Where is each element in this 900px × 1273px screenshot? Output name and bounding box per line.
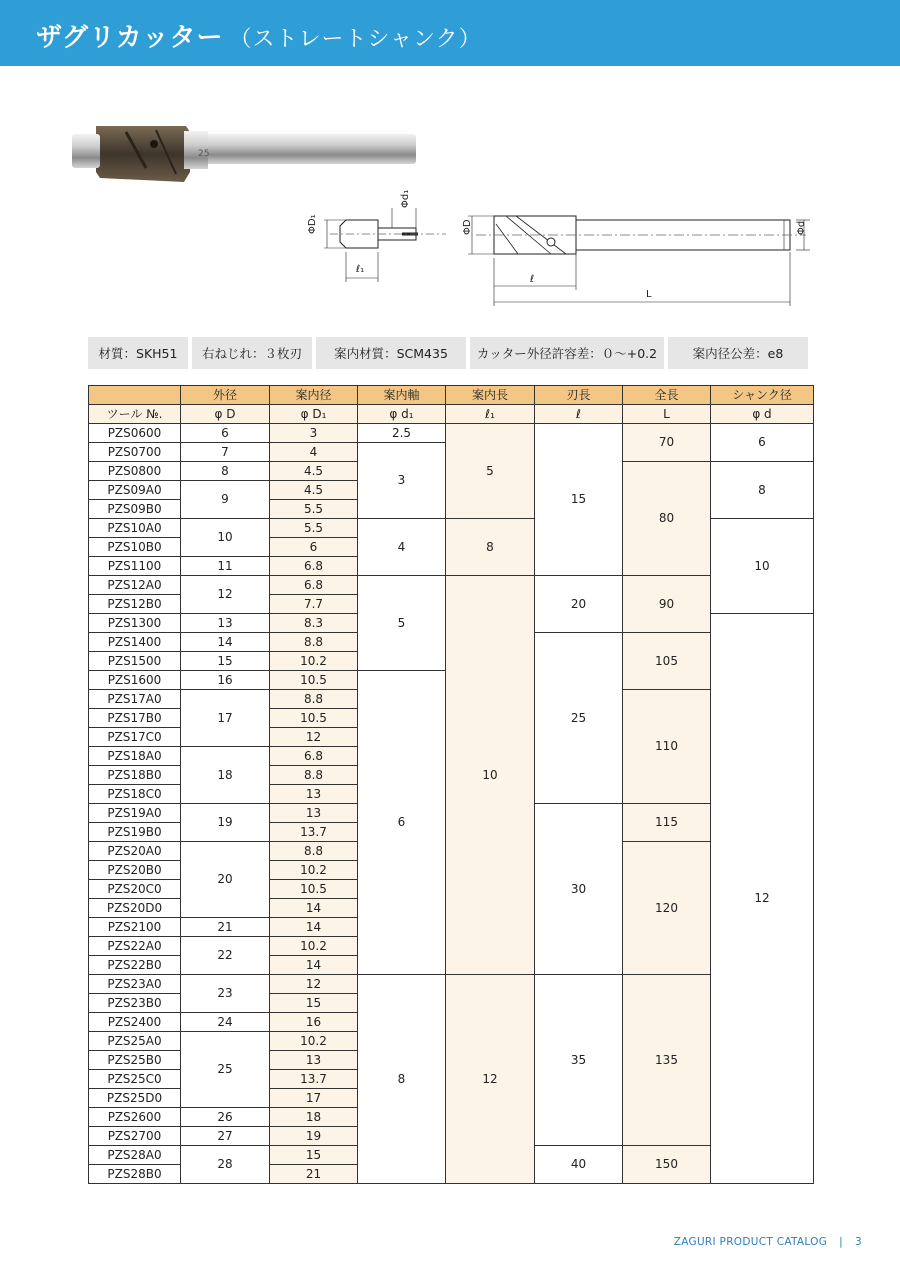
cell-pilot-length: 8	[446, 519, 535, 576]
cell-pilot-diameter: 10.5	[270, 709, 358, 728]
cell-outer-diameter: 27	[181, 1127, 270, 1146]
cell-outer-diameter: 18	[181, 747, 270, 804]
cell-outer-diameter: 12	[181, 576, 270, 614]
cell-pilot-diameter: 13.7	[270, 823, 358, 842]
cell-tool-number: PZS19A0	[89, 804, 181, 823]
cell-tool-number: PZS17B0	[89, 709, 181, 728]
spec-twist: 右ねじれ：３枚刃	[192, 337, 312, 369]
col-subheader: φ d₁	[358, 405, 446, 424]
spec-table	[88, 385, 814, 1184]
col-subheader: φ d	[711, 405, 814, 424]
cell-pilot-diameter: 18	[270, 1108, 358, 1127]
table-row	[89, 576, 814, 595]
cell-total-length: 70	[623, 424, 711, 462]
col-header: 刃長	[535, 386, 623, 405]
cell-pilot-diameter: 13	[270, 1051, 358, 1070]
cell-pilot-shaft: 8	[358, 975, 446, 1184]
cell-tool-number: PZS0600	[89, 424, 181, 443]
col-header: 外径	[181, 386, 270, 405]
cell-tool-number: PZS1400	[89, 633, 181, 652]
cell-pilot-diameter: 4	[270, 443, 358, 462]
cell-outer-diameter: 7	[181, 443, 270, 462]
label-pilot-shank-diameter: Φd₁	[400, 190, 411, 208]
spec-pilot-material: 案内材質：SCM435	[316, 337, 466, 369]
cell-total-length: 135	[623, 975, 711, 1146]
table-row	[89, 975, 814, 994]
technical-drawing	[296, 190, 822, 308]
cell-tool-number: PZS1300	[89, 614, 181, 633]
cell-pilot-length: 10	[446, 576, 535, 975]
label-shank-diameter: Φd	[796, 220, 807, 235]
cell-tool-number: PZS25B0	[89, 1051, 181, 1070]
cell-tool-number: PZS28A0	[89, 1146, 181, 1165]
cell-pilot-diameter: 5.5	[270, 500, 358, 519]
cell-outer-diameter: 6	[181, 424, 270, 443]
cell-pilot-diameter: 4.5	[270, 462, 358, 481]
cell-pilot-shaft: 5	[358, 576, 446, 671]
cell-pilot-diameter: 5.5	[270, 519, 358, 538]
cell-pilot-diameter: 7.7	[270, 595, 358, 614]
cell-pilot-shaft: 6	[358, 671, 446, 975]
cell-outer-diameter: 15	[181, 652, 270, 671]
cell-tool-number: PZS23A0	[89, 975, 181, 994]
cell-outer-diameter: 26	[181, 1108, 270, 1127]
table-row	[89, 424, 814, 443]
cell-tool-number: PZS0700	[89, 443, 181, 462]
cell-outer-diameter: 11	[181, 557, 270, 576]
cell-outer-diameter: 10	[181, 519, 270, 557]
label-pilot-length: ℓ₁	[356, 264, 365, 275]
cell-pilot-diameter: 10.2	[270, 1032, 358, 1051]
cell-pilot-diameter: 16	[270, 1013, 358, 1032]
footer-catalog: ZAGURI PRODUCT CATALOG	[673, 1236, 828, 1248]
cell-tool-number: PZS25D0	[89, 1089, 181, 1108]
cell-outer-diameter: 20	[181, 842, 270, 918]
cell-tool-number: PZS18C0	[89, 785, 181, 804]
footer-separator: |	[839, 1236, 844, 1248]
cell-outer-diameter: 23	[181, 975, 270, 1013]
cell-outer-diameter: 16	[181, 671, 270, 690]
cell-tool-number: PZS1600	[89, 671, 181, 690]
col-header: 全長	[623, 386, 711, 405]
col-header	[89, 386, 181, 405]
cell-tool-number: PZS25C0	[89, 1070, 181, 1089]
cell-tool-number: PZS20C0	[89, 880, 181, 899]
cell-tool-number: PZS20D0	[89, 899, 181, 918]
cell-pilot-diameter: 6.8	[270, 576, 358, 595]
cell-tool-number: PZS18B0	[89, 766, 181, 785]
col-header: 案内長	[446, 386, 535, 405]
cell-total-length: 150	[623, 1146, 711, 1184]
cell-pilot-diameter: 19	[270, 1127, 358, 1146]
cell-pilot-shaft: 3	[358, 443, 446, 519]
cell-tool-number: PZS0800	[89, 462, 181, 481]
col-header: シャンク径	[711, 386, 814, 405]
col-subheader: φ D	[181, 405, 270, 424]
cell-total-length: 120	[623, 842, 711, 975]
cell-outer-diameter: 21	[181, 918, 270, 937]
title-subtitle: （ストレートシャンク）	[229, 27, 482, 52]
cell-pilot-diameter: 14	[270, 956, 358, 975]
cell-tool-number: PZS10B0	[89, 538, 181, 557]
cell-pilot-diameter: 13	[270, 785, 358, 804]
cell-total-length: 110	[623, 690, 711, 804]
cell-tool-number: PZS2100	[89, 918, 181, 937]
cell-pilot-diameter: 3	[270, 424, 358, 443]
cell-pilot-shaft: 4	[358, 519, 446, 576]
cell-shank-diameter: 6	[711, 424, 814, 462]
cell-blade-length: 40	[535, 1146, 623, 1184]
page-header	[0, 0, 900, 66]
cell-blade-length: 20	[535, 576, 623, 633]
page-title	[36, 17, 482, 54]
cell-shank-diameter: 8	[711, 462, 814, 519]
cell-outer-diameter: 19	[181, 804, 270, 842]
cell-pilot-diameter: 10.2	[270, 652, 358, 671]
col-subheader: φ D₁	[270, 405, 358, 424]
spec-cutter-tolerance: カッター外径許容差：０～+0.2	[470, 337, 664, 369]
cell-pilot-diameter: 6.8	[270, 557, 358, 576]
cell-pilot-diameter: 8.8	[270, 690, 358, 709]
cell-total-length: 105	[623, 633, 711, 690]
page-number: 3	[855, 1236, 862, 1248]
cell-blade-length: 30	[535, 804, 623, 975]
label-blade-length: ℓ	[530, 274, 535, 285]
cell-tool-number: PZS22B0	[89, 956, 181, 975]
cell-pilot-diameter: 4.5	[270, 481, 358, 500]
shank-marking: 25	[198, 149, 210, 159]
cutter-photo	[66, 118, 426, 188]
cell-pilot-diameter: 8.8	[270, 842, 358, 861]
cell-pilot-diameter: 8.8	[270, 633, 358, 652]
cell-tool-number: PZS10A0	[89, 519, 181, 538]
cell-tool-number: PZS23B0	[89, 994, 181, 1013]
cell-total-length: 90	[623, 576, 711, 633]
cell-pilot-diameter: 10.5	[270, 880, 358, 899]
cell-total-length: 115	[623, 804, 711, 842]
cell-blade-length: 15	[535, 424, 623, 576]
col-subheader: ℓ	[535, 405, 623, 424]
cell-blade-length: 25	[535, 633, 623, 804]
cell-tool-number: PZS28B0	[89, 1165, 181, 1184]
cell-pilot-length: 12	[446, 975, 535, 1184]
cell-pilot-diameter: 8.8	[270, 766, 358, 785]
cell-shank-diameter: 12	[711, 614, 814, 1184]
cell-outer-diameter: 13	[181, 614, 270, 633]
cell-pilot-diameter: 14	[270, 918, 358, 937]
cell-tool-number: PZS09A0	[89, 481, 181, 500]
col-subheader: ℓ₁	[446, 405, 535, 424]
cell-pilot-diameter: 10.2	[270, 937, 358, 956]
cell-outer-diameter: 9	[181, 481, 270, 519]
cell-tool-number: PZS2600	[89, 1108, 181, 1127]
cell-outer-diameter: 14	[181, 633, 270, 652]
cell-outer-diameter: 22	[181, 937, 270, 975]
cell-pilot-diameter: 12	[270, 975, 358, 994]
cell-tool-number: PZS09B0	[89, 500, 181, 519]
col-header: 案内軸	[358, 386, 446, 405]
col-subheader: ツール №.	[89, 405, 181, 424]
label-total-length: L	[646, 289, 652, 300]
title-main: ザグリカッター	[36, 23, 224, 53]
cell-tool-number: PZS19B0	[89, 823, 181, 842]
cell-pilot-shaft: 2.5	[358, 424, 446, 443]
cell-pilot-diameter: 21	[270, 1165, 358, 1184]
cell-tool-number: PZS20B0	[89, 861, 181, 880]
cell-tool-number: PZS17C0	[89, 728, 181, 747]
cell-tool-number: PZS2400	[89, 1013, 181, 1032]
cell-outer-diameter: 28	[181, 1146, 270, 1184]
label-pilot-diameter: ΦD₁	[307, 214, 318, 234]
cell-pilot-length: 5	[446, 424, 535, 519]
cell-tool-number: PZS2700	[89, 1127, 181, 1146]
subheader-row	[89, 405, 814, 424]
cell-pilot-diameter: 13.7	[270, 1070, 358, 1089]
cell-tool-number: PZS1500	[89, 652, 181, 671]
cell-pilot-diameter: 6	[270, 538, 358, 557]
page-footer	[674, 1236, 862, 1248]
spec-material: 材質：SKH51	[88, 337, 188, 369]
cell-pilot-diameter: 12	[270, 728, 358, 747]
cell-pilot-diameter: 10.2	[270, 861, 358, 880]
cell-outer-diameter: 24	[181, 1013, 270, 1032]
cell-blade-length: 35	[535, 975, 623, 1146]
col-header: 案内径	[270, 386, 358, 405]
cell-tool-number: PZS12A0	[89, 576, 181, 595]
col-subheader: L	[623, 405, 711, 424]
cell-pilot-diameter: 13	[270, 804, 358, 823]
cell-pilot-diameter: 15	[270, 994, 358, 1013]
cell-pilot-diameter: 6.8	[270, 747, 358, 766]
cell-tool-number: PZS17A0	[89, 690, 181, 709]
label-cutter-diameter: ΦD	[462, 219, 473, 235]
cell-outer-diameter: 25	[181, 1032, 270, 1108]
header-row	[89, 386, 814, 405]
spec-pilot-tolerance: 案内径公差：e8	[668, 337, 808, 369]
cell-outer-diameter: 17	[181, 690, 270, 747]
cell-tool-number: PZS25A0	[89, 1032, 181, 1051]
cell-pilot-diameter: 17	[270, 1089, 358, 1108]
cell-shank-diameter: 10	[711, 519, 814, 614]
cell-tool-number: PZS18A0	[89, 747, 181, 766]
cell-pilot-diameter: 10.5	[270, 671, 358, 690]
cell-outer-diameter: 8	[181, 462, 270, 481]
cell-tool-number: PZS1100	[89, 557, 181, 576]
cell-tool-number: PZS22A0	[89, 937, 181, 956]
cell-tool-number: PZS20A0	[89, 842, 181, 861]
cell-pilot-diameter: 8.3	[270, 614, 358, 633]
cell-tool-number: PZS12B0	[89, 595, 181, 614]
spec-bar	[88, 337, 808, 369]
cell-pilot-diameter: 15	[270, 1146, 358, 1165]
cell-pilot-diameter: 14	[270, 899, 358, 918]
cell-total-length: 80	[623, 462, 711, 576]
